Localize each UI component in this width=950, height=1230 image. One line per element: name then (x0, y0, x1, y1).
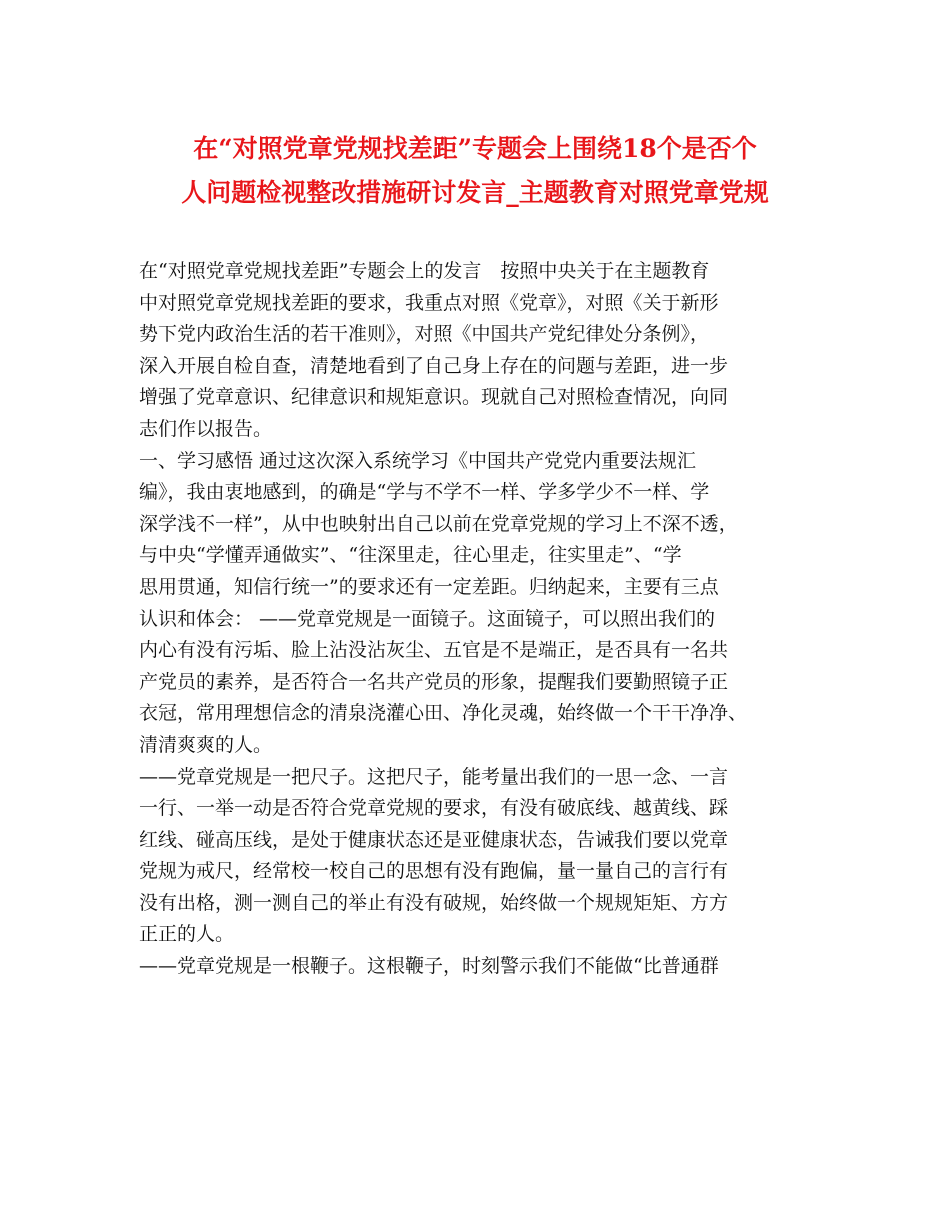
body-line: 清清爽爽的人。 (139, 733, 273, 756)
document-title (100, 127, 850, 215)
body-line: 衣冠，常用理想信念的清泉浇灌心田、净化灵魂，始终做一个干干净净、 (139, 702, 748, 725)
document-body (139, 256, 829, 983)
body-line: 没有出格，测一测自己的举止有没有破规，始终做一个规规矩矩、方方 (139, 891, 729, 914)
body-line: 与中央“学懂弄通做实”、“往深里走，往心里走，往实里走”、“学 (139, 544, 682, 567)
body-line: ——党章党规是一根鞭子。这根鞭子，时刻警示我们不能做“比普通群 (139, 955, 719, 978)
body-line: 增强了党章意识、纪律意识和规矩意识。现就自己对照检查情况，向同 (139, 386, 729, 409)
body-line: 正正的人。 (139, 923, 235, 946)
body-line: 内心有没有污垢、脸上沾没沾灰尘、五官是不是端正，是否具有一名共 (139, 639, 729, 662)
body-line: 中对照党章党规找差距的要求，我重点对照《党章》，对照《关于新形 (139, 291, 719, 314)
body-line: 认识和体会： ——党章党规是一面镜子。这面镜子，可以照出我们的 (139, 607, 716, 630)
body-line: 深入开展自检自查，清楚地看到了自己身上存在的问题与差距，进一步 (139, 354, 729, 377)
body-line: 产党员的素养，是否符合一名共产党员的形象，提醒我们要勤照镜子正 (139, 670, 729, 693)
body-line: 在“对照党章党规找差距”专题会上的发言 按照中央关于在主题教育 (139, 260, 710, 282)
title-line-1: 在“对照党章党规找差距”专题会上围绕18个是否个 (193, 134, 757, 163)
body-line: 编》，我由衷地感到，的确是“学与不学不一样、学多学少不一样、学 (139, 481, 710, 504)
body-line: 志们作以报告。 (139, 417, 273, 440)
body-line: 一、学习感悟 通过这次深入系统学习《中国共产党党内重要法规汇 (139, 449, 697, 472)
body-line: 势下党内政治生活的若干准则》，对照《中国共产党纪律处分条例》， (139, 323, 710, 346)
body-line: 红线、碰高压线，是处于健康状态还是亚健康状态，告诫我们要以党章 (139, 828, 729, 851)
body-line: 深学浅不一样”，从中也映射出自己以前在党章党规的学习上不深不透， (139, 512, 738, 535)
body-line: 党规为戒尺，经常校一校自己的思想有没有跑偏，量一量自己的言行有 (139, 860, 729, 883)
body-line: 思用贯通，知信行统一”的要求还有一定差距。归纳起来，主要有三点 (139, 575, 719, 598)
body-line: 一行、一举一动是否符合党章党规的要求，有没有破底线、越黄线、踩 (139, 797, 729, 820)
title-line-2: 人问题检视整改措施研讨发言_主题教育对照党章党规 (181, 178, 769, 207)
body-line: ——党章党规是一把尺子。这把尺子，能考量出我们的一思一念、一言 (139, 765, 729, 788)
